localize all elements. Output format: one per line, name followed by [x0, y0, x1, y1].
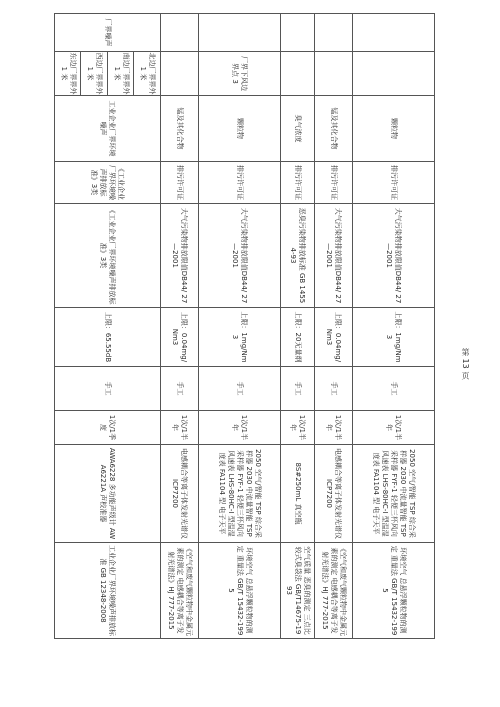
- cell-frequency: 1次/1半年: [281, 411, 315, 445]
- cell-category: [199, 14, 281, 52]
- cell-category: 厂界噪声: [55, 14, 161, 52]
- page-number: 第 13 页: [461, 348, 470, 380]
- cell-basis: 排污许可证: [315, 162, 353, 204]
- cell-limit: 上限：0.04mg/Nm3: [161, 308, 199, 367]
- cell-method: 手工: [281, 367, 315, 411]
- cell-category: [315, 14, 353, 52]
- cell-category: [353, 14, 435, 52]
- cell-category: [161, 14, 199, 52]
- cell-instrument: 2050 空气/智能 TSP 综合采样器 2030 中流量智能 TSP 采样器 FYF-1 轻便三杯风向风速表 LHS-80HC-I 型温湿度表 FA1104 型 电子天平: [353, 445, 435, 543]
- table-row: [281, 14, 315, 639]
- cell-point: [281, 52, 315, 96]
- cell-method: 手工: [353, 367, 435, 411]
- cell-instrument: 电感耦合等离子体发射光谱仪 ICP7200: [315, 445, 353, 543]
- cell-point: [55, 52, 161, 96]
- table-row: [199, 14, 281, 639]
- cell-instrument: AWA6228 多功能声级计 AWA6221A 声校准器: [55, 445, 161, 543]
- cell-standard: 大气污染物排放限值DB44/ 27—2001: [161, 204, 199, 308]
- cell-limit: 上限：0.04mg/Nm3: [315, 308, 353, 367]
- cell-instrument: 电感耦合等离子体发射光谱仪 ICP7200: [161, 445, 199, 543]
- cell-basis: 排污许可证: [281, 162, 315, 204]
- cell-point: [161, 52, 199, 96]
- cell-limit: 上限：20无量纲: [281, 308, 315, 367]
- cell-frequency: 1次/1半年: [315, 411, 353, 445]
- cell-instrument: 2050 空气/智能 TSP 综合采样器 2030 中流量智能 TSP 采样器 FYF-1 轻便三杯风向风速表 LHS-80HC-I 型温湿度表 FA1104 型 电子天平: [199, 445, 281, 543]
- cell-frequency: 1次/1半年: [161, 411, 199, 445]
- monitoring-table-rotated: [55, 13, 435, 638]
- noise-point: 西边厂界界外 1 米: [81, 52, 108, 95]
- monitoring-table: [54, 13, 435, 639]
- cell-frequency: 1次/1半年: [353, 411, 435, 445]
- cell-limit: 上限：1mg/Nm3: [353, 308, 435, 367]
- cell-point: [353, 52, 435, 96]
- cell-analysis: 环境空气 总悬浮颗粒物的测定 重量法 GB/T 15432-1995: [353, 543, 435, 639]
- cell-basis: 《工业企业厂界环境噪声排放标准》3类: [55, 162, 161, 204]
- cell-factor: 工业企业厂界环境噪声: [55, 96, 161, 162]
- noise-point: 北边厂界界外 1 米: [134, 52, 161, 95]
- cell-standard: 大气污染物排放限值DB44/ 27—2001: [199, 204, 281, 308]
- cell-analysis: 环境空气 总悬浮颗粒物的测定 重量法 GB/T 15432-1995: [199, 543, 281, 639]
- cell-analysis: 空气质量 恶臭的测定 三点比较式臭袋法 GB/T14675-1993: [281, 543, 315, 639]
- cell-limit: 上限：1mg/Nm3: [199, 308, 281, 367]
- cell-analysis: 《空气和废气颗粒物中金属元素的测定 电感耦合等离子发射光谱法》HJ 777-2015: [161, 543, 199, 639]
- cell-standard: 大气污染物排放限值DB44/ 27—2001: [315, 204, 353, 308]
- cell-standard: 大气污染物排放限值DB44/ 27—2001: [353, 204, 435, 308]
- cell-method: 手工: [199, 367, 281, 411]
- cell-method: 手工: [315, 367, 353, 411]
- cell-analysis: 《空气和废气颗粒物中金属元素的测定 电感耦合等离子发射光谱法》HJ 777-2015: [315, 543, 353, 639]
- cell-factor: 臭气浓度: [281, 96, 315, 162]
- cell-point: 厂界下风边界点 3: [199, 52, 281, 96]
- table-row: [55, 14, 161, 639]
- cell-basis: 排污许可证: [199, 162, 281, 204]
- cell-method: 手工: [161, 367, 199, 411]
- cell-basis: 排污许可证: [353, 162, 435, 204]
- cell-standard: 《工业企业厂界环境噪声排放标准》3类: [55, 204, 161, 308]
- noise-point: 南边厂界界外 1 米: [107, 52, 134, 95]
- cell-factor: 锰及其化合物: [161, 96, 199, 162]
- table-row: [315, 14, 353, 639]
- cell-frequency: 1次/1季度: [55, 411, 161, 445]
- cell-standard: 恶臭污染物排放标准 GB 14554-93: [281, 204, 315, 308]
- table-row: [353, 14, 435, 639]
- cell-factor: 颗粒物: [353, 96, 435, 162]
- cell-instrument: 8S#250mL 真空瓶: [281, 445, 315, 543]
- cell-factor: 颗粒物: [199, 96, 281, 162]
- cell-method: 手工: [55, 367, 161, 411]
- cell-factor: 锰及其化合物: [315, 96, 353, 162]
- cell-limit: 上限：65.55dB: [55, 308, 161, 367]
- cell-basis: 排污许可证: [161, 162, 199, 204]
- cell-frequency: 1次/1半年: [199, 411, 281, 445]
- noise-point: 东边厂界界外 1 米: [59, 52, 77, 95]
- table-row: [161, 14, 199, 639]
- noise-point-list: [55, 52, 160, 95]
- cell-analysis: 工业企业厂界环境噪声排放标准 GB 12348-2008: [55, 543, 161, 639]
- cell-point: [315, 52, 353, 96]
- cell-category: [281, 14, 315, 52]
